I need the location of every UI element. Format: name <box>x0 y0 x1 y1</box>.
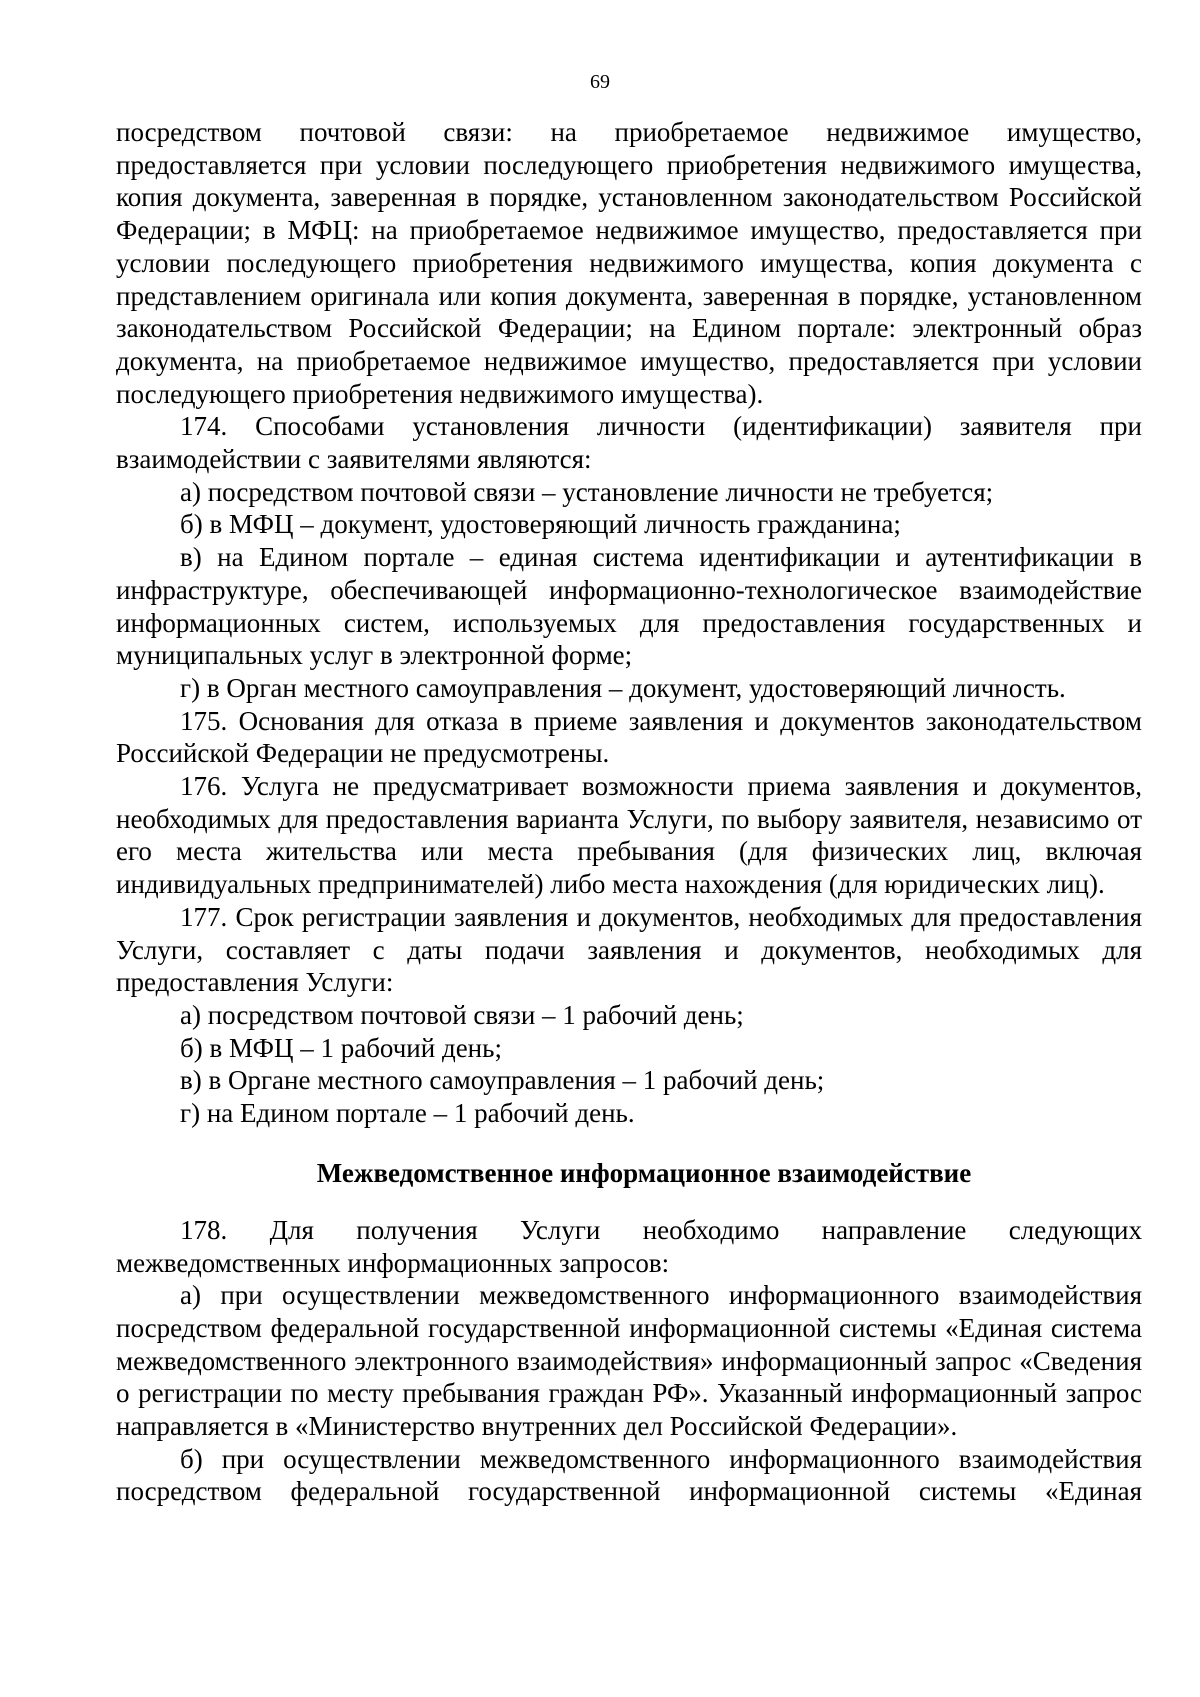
list-item-174-g: г) в Орган местного самоуправления – документ, удостоверяющий личность. <box>180 672 1066 703</box>
list-item-178-a: а) при осуществлении межведомственного информационного взаимодействия посредством федеральной государственной информационной системы «Единая система межведомственного электронного взаимодействия» информационный запрос «Сведения о регистрации по месту пребывания граждан РФ». Указанный информационный запрос направляется в «Министерство внутренних дел Российской Федерации». <box>116 1280 1142 1442</box>
list-item-174-a: а) посредством почтовой связи – установление личности не требуется; <box>180 476 994 507</box>
paragraph-continuation: посредством почтовой связи: на приобретаемое недвижимое имущество, предоставляется при условии последующего приобретения недвижимого имущества, копия документа, заверенная в порядке, установленном законодательством Российской Федерации; в МФЦ: на приобретаемое недвижимое имущество, предоставляется при условии последующего приобретения недвижимого имущества, копия документа с представлением оригинала или копия документа, заверенная в порядке, установленном законодательством Российской Федерации; на Едином портале: электронный образ документа, на приобретаемое недвижимое имущество, предоставляется при условии последующего приобретения недвижимого имущества). <box>116 117 1142 409</box>
list-item-178-b: б) при осуществлении межведомственного информационного взаимодействия посредством федеральной государственной информационной системы «Единая <box>116 1443 1142 1507</box>
paragraph-178: 178. Для получения Услуги необходимо направление следующих межведомственных информационных запросов: <box>116 1214 1142 1278</box>
list-item-174-v: в) на Едином портале – единая система идентификации и аутентификации в инфраструктуре, обеспечивающей информационно-технологическое взаимодействие информационных систем, используемых для предоставления государственных и муниципальных услуг в электронной форме; <box>116 542 1142 671</box>
paragraph-174: 174. Способами установления личности (идентификации) заявителя при взаимодействии с заявителями являются: <box>116 411 1142 475</box>
section-heading: Межведомственное информационное взаимодействие <box>316 1157 972 1188</box>
list-item-177-v: в) в Органе местного самоуправления – 1 рабочий день; <box>180 1065 825 1096</box>
page-number: 69 <box>590 71 610 93</box>
document-body <box>116 116 1142 1508</box>
list-item-177-a: а) посредством почтовой связи – 1 рабочий день; <box>180 999 744 1030</box>
list-item-177-b: б) в МФЦ – 1 рабочий день; <box>180 1032 502 1063</box>
list-item-174-b: б) в МФЦ – документ, удостоверяющий личность гражданина; <box>180 509 901 540</box>
paragraph-177: 177. Срок регистрации заявления и документов, необходимых для предоставления Услуги, составляет с даты подачи заявления и документов, необходимых для предоставления Услуги: <box>116 901 1142 998</box>
list-item-177-g: г) на Едином портале – 1 рабочий день. <box>180 1098 635 1129</box>
paragraph-176: 176. Услуга не предусматривает возможности приема заявления и документов, необходимых для предоставления варианта Услуги, по выбору заявителя, независимо от его места жительства или места пребывания (для физических лиц, включая индивидуальных предпринимателей) либо места нахождения (для юридических лиц). <box>116 771 1142 900</box>
paragraph-175: 175. Основания для отказа в приеме заявления и документов законодательством Российской Федерации не предусмотрены. <box>116 705 1142 769</box>
